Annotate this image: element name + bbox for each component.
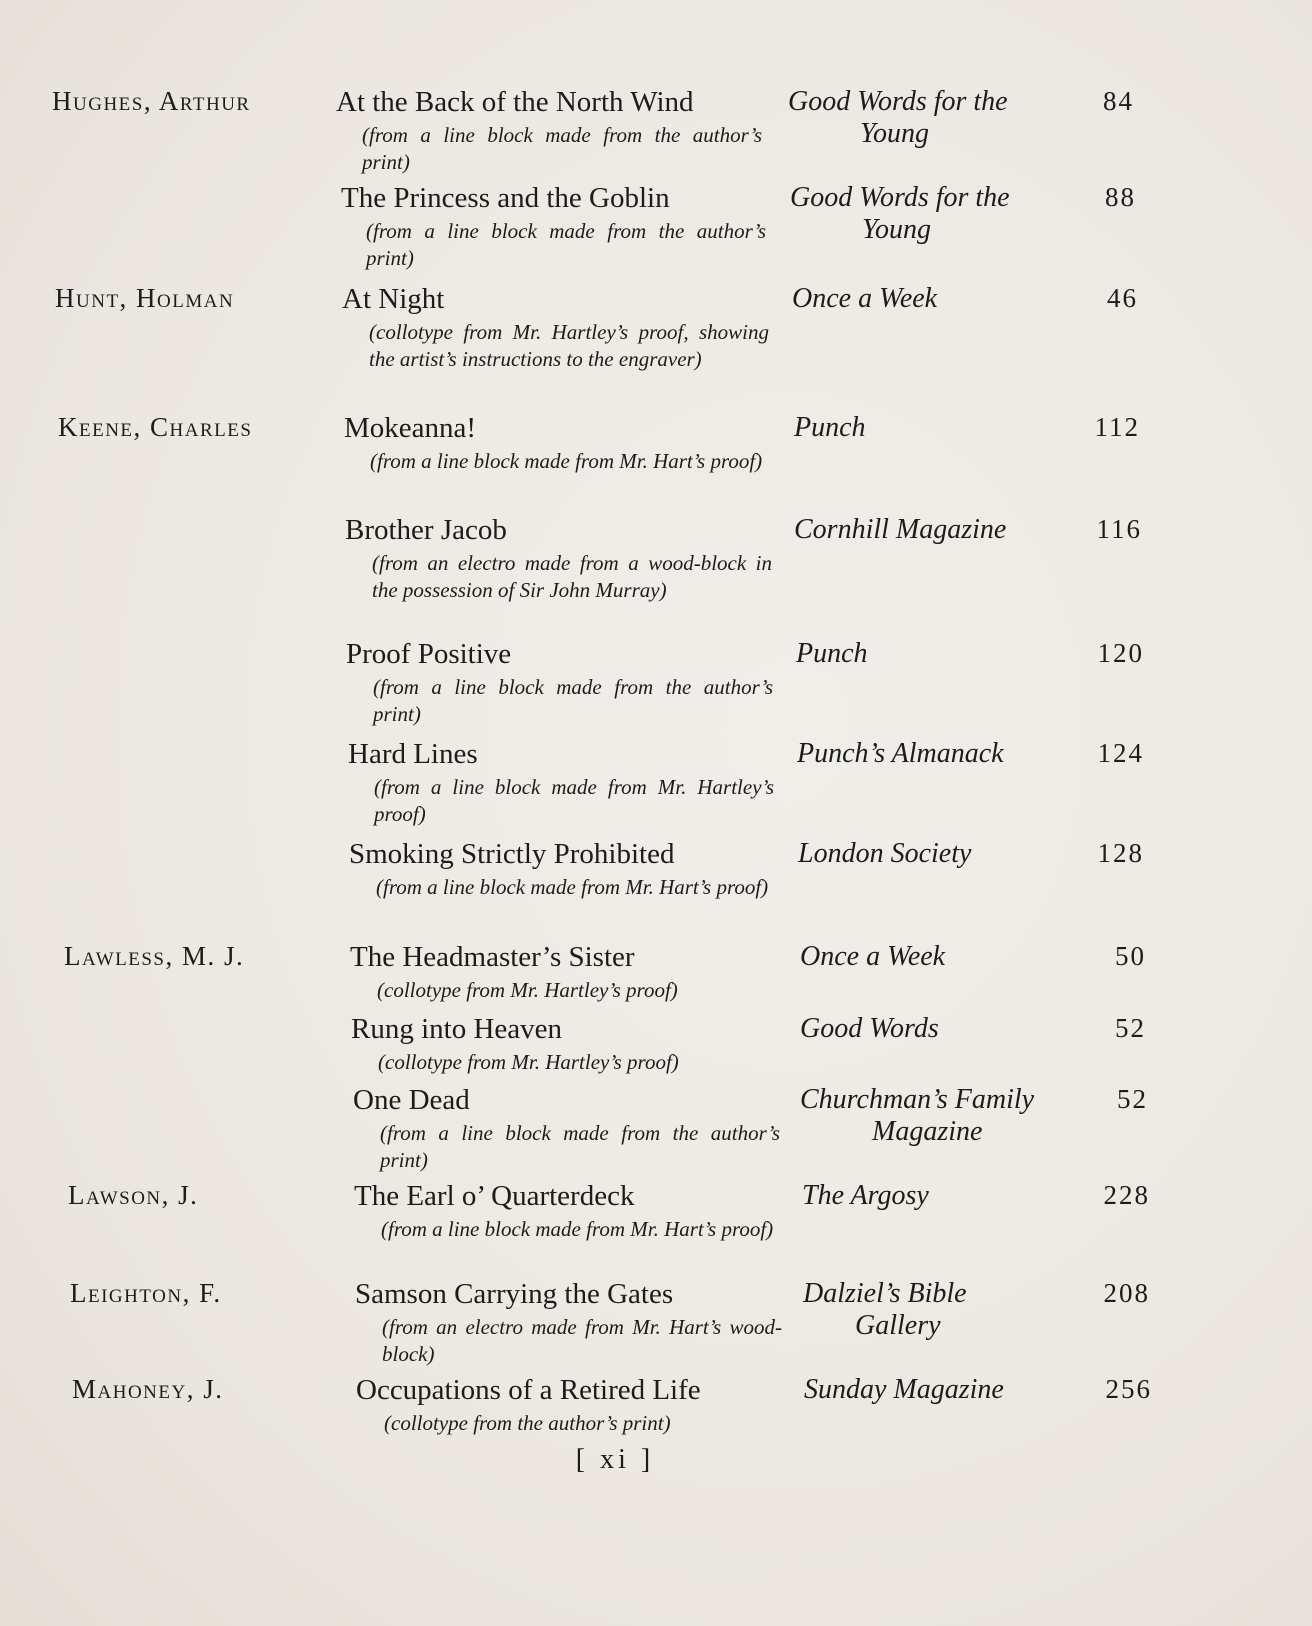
source-note: (collotype from Mr. Hartley’s proof)	[378, 1050, 679, 1074]
periodical	[788, 86, 1088, 150]
periodical-line: Punch	[794, 412, 866, 443]
periodical-line: Magazine	[872, 1116, 983, 1147]
illustration-title: Samson Carrying the Gates	[355, 1278, 674, 1310]
page-number: 120	[1097, 638, 1144, 668]
page-number: 88	[1105, 182, 1136, 212]
illustration-title: At the Back of the North Wind	[336, 86, 694, 118]
illustration-title: One Dead	[353, 1084, 470, 1116]
artist-name: Leighton, F.	[70, 1278, 222, 1308]
source-note: (from a line block made from the author’s print)	[373, 675, 773, 726]
illustration-title: Brother Jacob	[345, 514, 507, 546]
periodical	[794, 412, 1094, 444]
source-note: (from a line block made from the author’s print)	[366, 219, 766, 270]
source-note: (from a line block made from the author’s print)	[362, 123, 762, 174]
periodical-line: Good Words for the	[788, 86, 1008, 117]
page-number: 112	[1094, 412, 1140, 442]
illustration-title: At Night	[342, 283, 445, 315]
page-number: 116	[1096, 514, 1142, 544]
periodical-line: Gallery	[855, 1310, 941, 1341]
artist-name: Hunt, Holman	[55, 283, 235, 313]
illustration-title: Mokeanna!	[344, 412, 477, 444]
periodical-line: Once a Week	[792, 283, 938, 314]
page-number: 228	[1103, 1180, 1150, 1210]
page-number: 128	[1097, 838, 1144, 868]
periodical	[800, 941, 1100, 973]
periodical-line: Cornhill Magazine	[794, 514, 1007, 545]
illustration-title: Hard Lines	[348, 738, 478, 770]
artist-name: Keene, Charles	[58, 412, 253, 442]
source-note: (from a line block made from Mr. Hart’s proof)	[376, 875, 769, 899]
periodical-line: Good Words	[800, 1013, 939, 1044]
source-note: (from a line block made from Mr. Hart’s proof)	[381, 1217, 774, 1241]
periodical-line: Young	[862, 214, 932, 245]
source-note: (from a line block made from Mr. Hartley’s proof)	[374, 775, 774, 826]
artist-name: Lawson, J.	[68, 1180, 199, 1210]
periodical	[803, 1278, 1103, 1342]
periodical	[794, 514, 1094, 546]
periodical	[792, 283, 1092, 315]
periodical	[804, 1374, 1104, 1406]
periodical	[797, 738, 1097, 770]
source-note: (collotype from the author’s print)	[384, 1411, 671, 1435]
page-folio: [ xi ]	[575, 1444, 655, 1475]
periodical	[800, 1013, 1100, 1045]
periodical	[798, 838, 1098, 870]
page-number: 84	[1103, 86, 1134, 116]
illustration-title: The Headmaster’s Sister	[350, 941, 635, 973]
page-number: 124	[1097, 738, 1144, 768]
source-note: (from an electro made from a wood-block in the possession of Sir John Murray)	[372, 551, 772, 602]
illustration-title: Rung into Heaven	[351, 1013, 563, 1045]
page-number: 50	[1115, 941, 1146, 971]
illustration-title: Proof Positive	[346, 638, 512, 670]
periodical-line: Punch	[796, 638, 868, 669]
periodical	[802, 1180, 1102, 1212]
source-note: (collotype from Mr. Hartley’s proof)	[377, 978, 678, 1002]
periodical-line: Once a Week	[800, 941, 946, 972]
periodical-line: Dalziel’s Bible	[803, 1278, 967, 1309]
periodical-line: Good Words for the	[790, 182, 1010, 213]
illustration-title: Occupations of a Retired Life	[356, 1374, 701, 1406]
periodical-line: London Society	[798, 838, 972, 869]
periodical-line: The Argosy	[802, 1180, 929, 1211]
source-note: (from a line block made from Mr. Hart’s proof)	[370, 449, 763, 473]
periodical-line: Sunday Magazine	[804, 1374, 1004, 1405]
page-number: 256	[1105, 1374, 1152, 1404]
periodical-line: Punch’s Almanack	[797, 738, 1004, 769]
artist-name: Lawless, M. J.	[64, 941, 245, 971]
periodical-line: Young	[860, 118, 930, 149]
periodical	[790, 182, 1090, 246]
artist-name: Hughes, Arthur	[52, 86, 251, 116]
illustration-title: Smoking Strictly Prohibited	[349, 838, 675, 870]
source-note: (from an electro made from Mr. Hart’s wood-block)	[382, 1315, 782, 1366]
source-note: (collotype from Mr. Hartley’s proof, showing the artist’s instructions to the engraver)	[369, 320, 769, 371]
periodical-line: Churchman’s Family	[800, 1084, 1035, 1115]
periodical	[796, 638, 1096, 670]
illustration-title: The Princess and the Goblin	[341, 182, 670, 214]
page-number: 52	[1117, 1084, 1148, 1114]
page-number: 52	[1115, 1013, 1146, 1043]
page-number: 208	[1103, 1278, 1150, 1308]
artist-name: Mahoney, J.	[72, 1374, 224, 1404]
illustration-title: The Earl o’ Quarterdeck	[354, 1180, 635, 1212]
source-note: (from a line block made from the author’s print)	[380, 1121, 780, 1172]
page-number: 46	[1107, 283, 1138, 313]
periodical	[800, 1084, 1090, 1148]
